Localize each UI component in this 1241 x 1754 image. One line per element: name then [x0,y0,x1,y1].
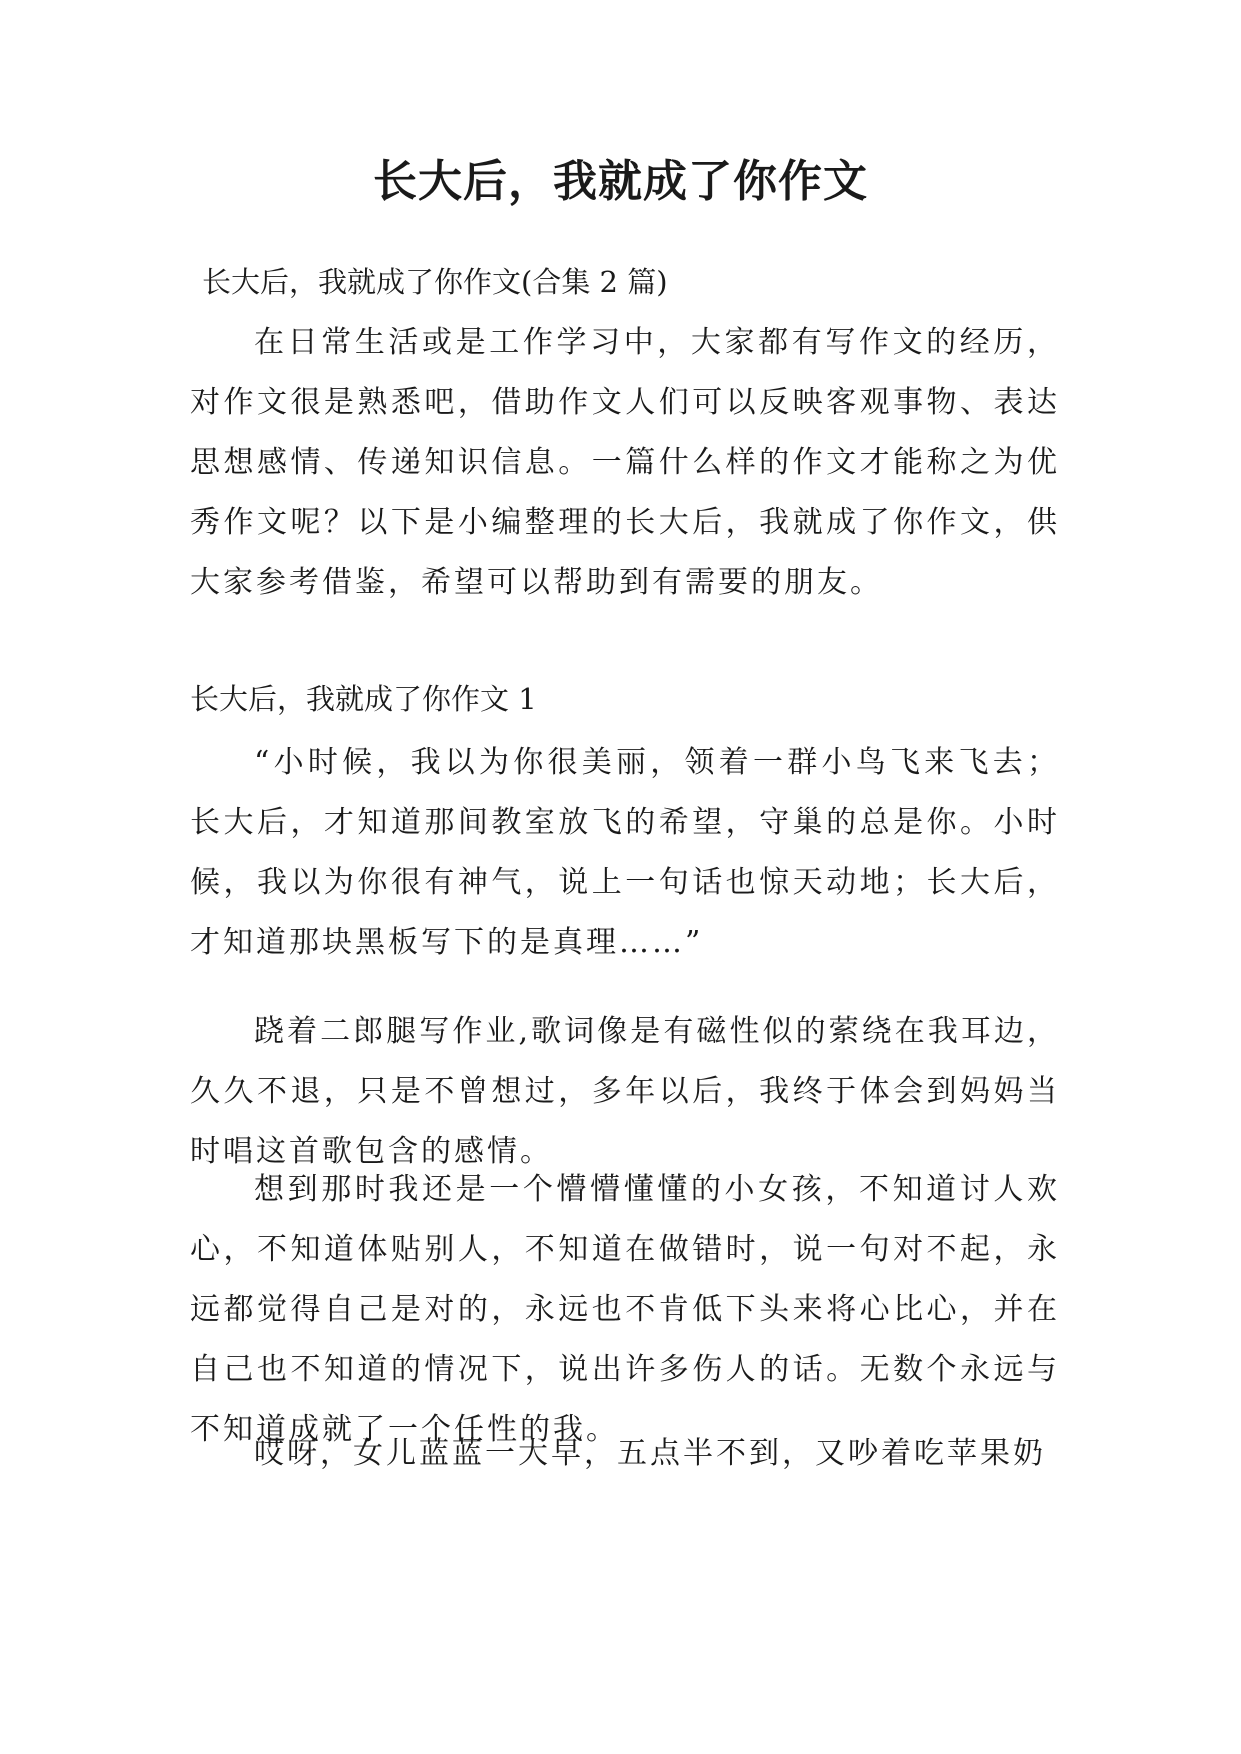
section-1-paragraph-1: “小时候，我以为你很美丽，领着一群小鸟飞来飞去；长大后，才知道那间教室放飞的希望，守巢的总是你。小时候，我以为你很有神气，说上一句话也惊天动地；长大后，才知道那块黑板写下的是真理……” [190,745,1060,960]
document-subtitle: 长大后，我就成了你作文(合集 2 篇) [202,265,668,299]
intro-paragraph: 在日常生活或是工作学习中，大家都有写作文的经历，对作文很是熟悉吧，借助作文人们可以反映客观事物、表达思想感情、传递知识信息。一篇什么样的作文才能称之为优秀作文呢？以下是小编整理的长大后，我就成了你作文，供大家参考借鉴，希望可以帮助到有需要的朋友。 [190,325,1060,600]
section-1-paragraph-4: 哎呀，女儿蓝蓝一大早，五点半不到，又吵着吃苹果奶 [254,1436,1046,1471]
section-1-heading: 长大后，我就成了你作文 1 [190,682,537,716]
section-1-paragraph-2: 跷着二郎腿写作业,歌词像是有磁性似的萦绕在我耳边，久久不退，只是不曾想过，多年以后，我终于体会到妈妈当时唱这首歌包含的感情。 [190,1014,1060,1169]
section-1-paragraph-3: 想到那时我还是一个懵懵懂懂的小女孩，不知道讨人欢心，不知道体贴别人，不知道在做错时，说一句对不起，永远都觉得自己是对的，永远也不肯低下头来将心比心，并在自己也不知道的情况下，说出许多伤人的话。无数个永远与不知道成就了一个任性的我。 [190,1172,1060,1447]
document-title: 长大后，我就成了你作文 [373,156,868,207]
